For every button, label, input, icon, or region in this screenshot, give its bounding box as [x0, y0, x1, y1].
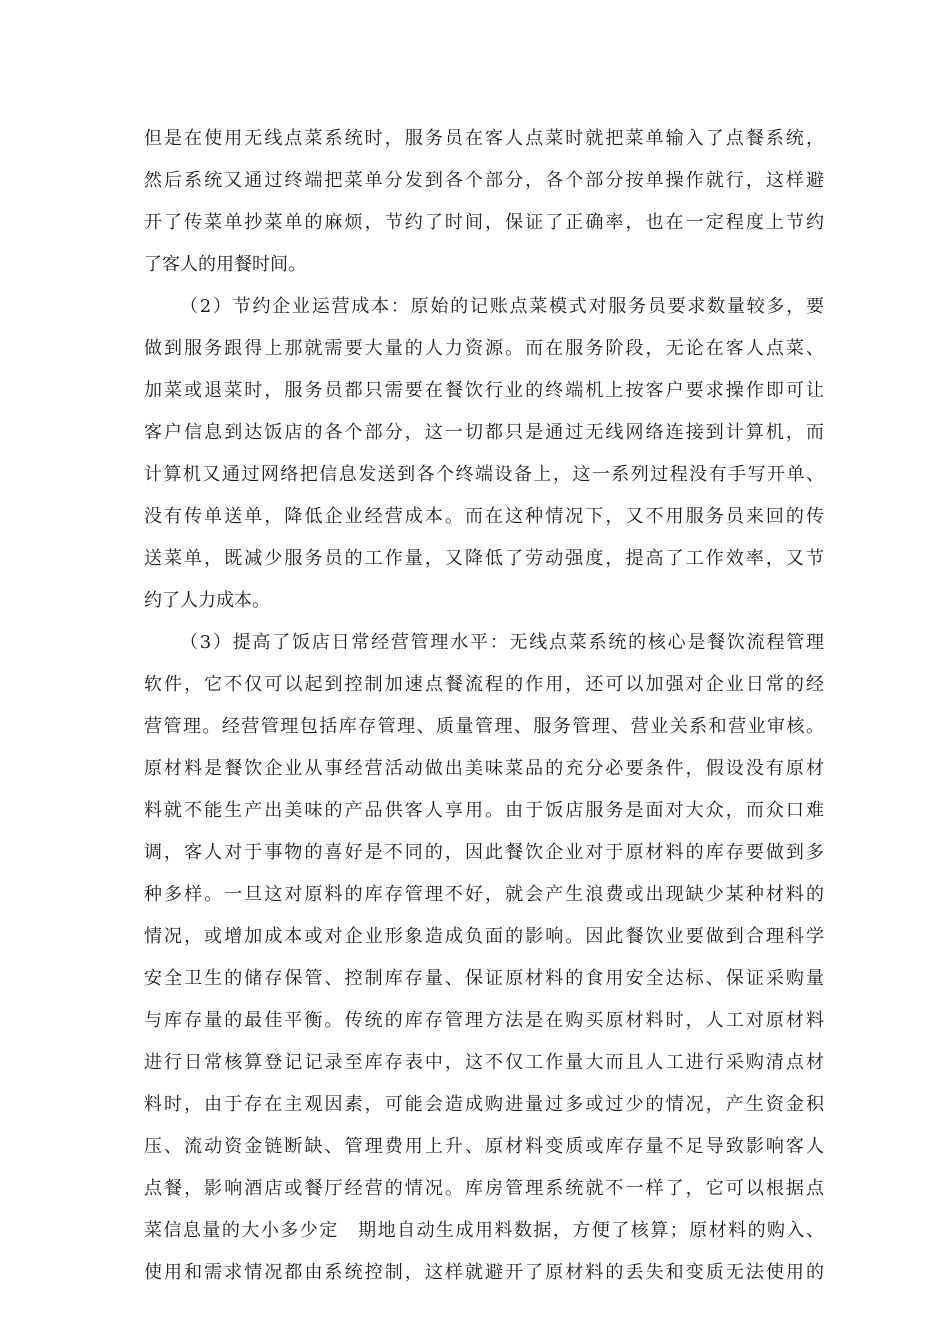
paragraph-2-line-8: 约了人力成本。 — [144, 590, 270, 611]
paragraph-2-line-2: 做到服务跟得上那就需要大量的人力资源。而在服务阶段，无论在客人点菜、 — [144, 338, 824, 359]
paragraph-2-line-6: 没有传单送单，降低企业经营成本。而在这种情况下，又不用服务员来回的传 — [144, 506, 824, 527]
paragraph-3-line-12: 料时，由于存在主观因素，可能会造成购进量过多或过少的情况，产生资金积 — [144, 1094, 824, 1115]
paragraph-3-line-7: 种多样。一旦这对原料的库存管理不好，就会产生浪费或出现缺少某种材料的 — [144, 884, 824, 905]
paragraph-2-line-5: 计算机又通过网络把信息发送到各个终端设备上，这一系列过程没有手写开单、 — [144, 464, 824, 485]
paragraph-2-line-4: 客户信息到达饭店的各个部分，这一切都只是通过无线网络连接到计算机，而 — [144, 422, 824, 443]
paragraph-3-line-6: 调，客人对于事物的喜好是不同的，因此餐饮企业对于原材料的库存要做到多 — [144, 842, 824, 863]
paragraph-3-line-16: 使用和需求情况都由系统控制，这样就避开了原材料的丢失和变质无法使用的 — [144, 1262, 824, 1283]
paragraph-3-line-4: 原材料是餐饮企业从事经营活动做出美味菜品的充分必要条件，假设没有原材 — [144, 758, 824, 779]
paragraph-2-line-1: （2）节约企业运营成本：原始的记账点菜模式对服务员要求数量较多，要 — [180, 296, 824, 317]
paragraph-3-line-2: 软件，它不仅可以起到控制加速点餐流程的作用，还可以加强对企业日常的经 — [144, 674, 824, 695]
paragraph-1-line-1: 但是在使用无线点菜系统时，服务员在客人点菜时就把菜单输入了点餐系统， — [144, 128, 824, 149]
paragraph-2-line-3: 加菜或退菜时，服务员都只需要在餐饮行业的终端机上按客户要求操作即可让 — [144, 380, 824, 401]
paragraph-3-line-8: 情况，或增加成本或对企业形象造成负面的影响。因此餐饮业要做到合理科学 — [144, 926, 824, 947]
paragraph-3-line-3: 营管理。经营管理包括库存管理、质量管理、服务管理、营业关系和营业审核。 — [144, 716, 824, 737]
paragraph-3-line-5: 料就不能生产出美味的产品供客人享用。由于饭店服务是面对大众，而众口难 — [144, 800, 824, 821]
paragraph-3-line-1: （3）提高了饭店日常经营管理水平：无线点菜系统的核心是餐饮流程管理 — [180, 632, 824, 653]
paragraph-3-line-11: 进行日常核算登记记录至库存表中，这不仅工作量大而且人工进行采购清点材 — [144, 1052, 824, 1073]
paragraph-3-line-14: 点餐，影响酒店或餐厅经营的情况。库房管理系统就不一样了，它可以根据点 — [144, 1178, 824, 1199]
paragraph-2-line-7: 送菜单，既减少服务员的工作量，又降低了劳动强度，提高了工作效率，又节 — [144, 548, 824, 569]
paragraph-3-line-13: 压、流动资金链断缺、管理费用上升、原材料变质或库存量不足导致影响客人 — [144, 1136, 824, 1157]
paragraph-1-line-3: 开了传菜单抄菜单的麻烦，节约了时间，保证了正确率，也在一定程度上节约 — [144, 212, 824, 233]
paragraph-3-line-15: 菜信息量的大小多少定 期地自动生成用料数据，方便了核算；原材料的购入、 — [144, 1220, 824, 1241]
paragraph-3-line-9: 安全卫生的储存保管、控制库存量、保证原材料的食用安全达标、保证采购量 — [144, 968, 824, 989]
paragraph-3-line-10: 与库存量的最佳平衡。传统的库存管理方法是在购买原材料时，人工对原材料 — [144, 1010, 824, 1031]
paragraph-1-line-2: 然后系统又通过终端把菜单分发到各个部分，各个部分按单操作就行，这样避 — [144, 170, 824, 191]
paragraph-1-line-4: 了客人的用餐时间。 — [144, 254, 306, 275]
